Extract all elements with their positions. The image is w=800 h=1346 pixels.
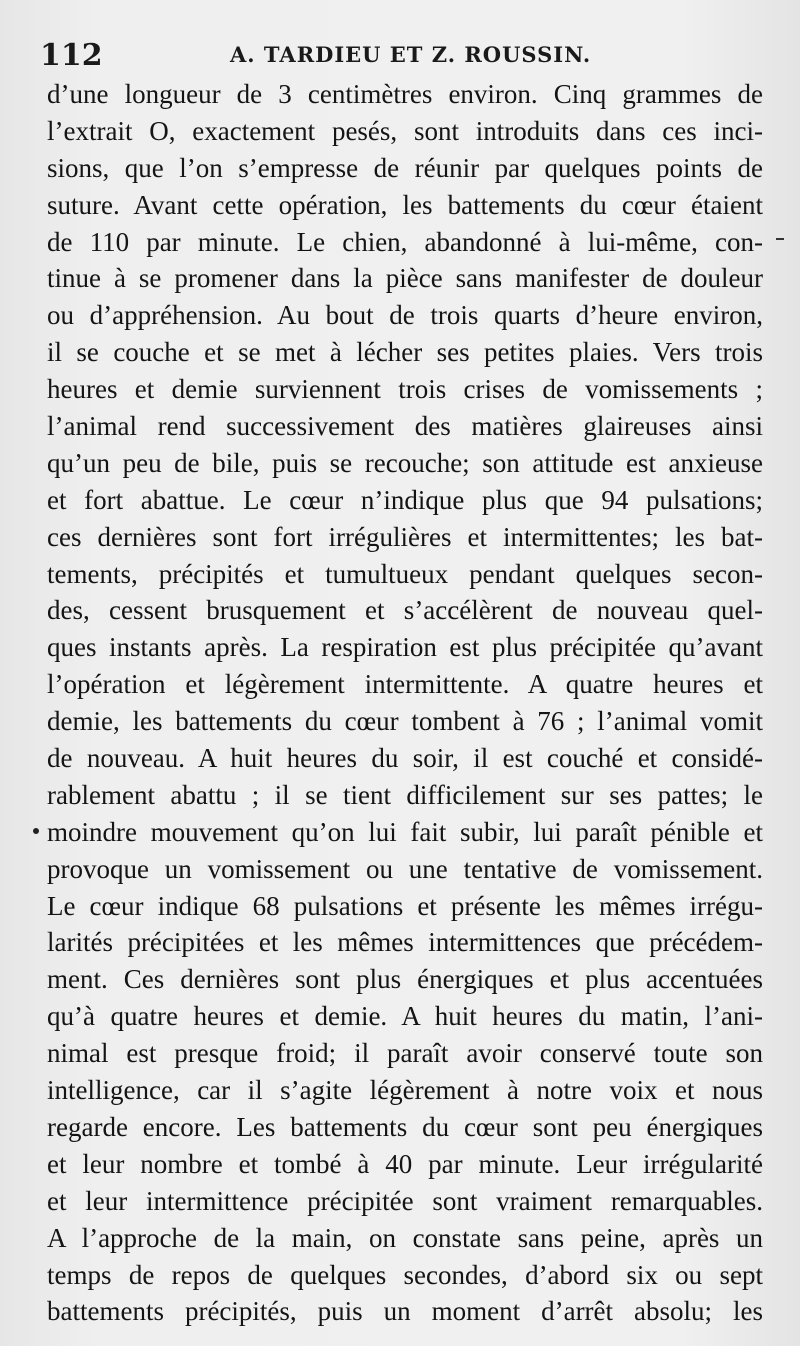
text-line: ment. Ces dernières sont plus énergiques et plus accentuées bbox=[47, 964, 763, 995]
text-line: et fort abattue. Le cœur n’indique plus que 94 pulsations; bbox=[47, 484, 763, 515]
text-line: de 110 par minute. Le chien, abandonné à lui-même, con- bbox=[47, 226, 763, 257]
running-head: A. TARDIEU ET Z. ROUSSIN. bbox=[230, 42, 592, 67]
text-line: battements précipités, puis un moment d’arrêt absolu; les bbox=[47, 1296, 763, 1327]
text-line: et leur nombre et tombé à 40 par minute. Leur irrégularité bbox=[47, 1148, 763, 1179]
text-line: provoque un vomissement ou une tentative de vomissement. bbox=[47, 853, 763, 884]
margin-dot bbox=[33, 828, 39, 834]
text-line: qu’un peu de bile, puis se recouche; son attitude est anxieuse bbox=[47, 447, 763, 478]
body-text bbox=[47, 76, 763, 1330]
text-line: suture. Avant cette opération, les battements du cœur étaient bbox=[47, 189, 763, 220]
text-line: ces dernières sont fort irrégulières et intermittentes; les bat- bbox=[47, 521, 763, 552]
text-line: l’opération et légèrement intermittente. A quatre heures et bbox=[47, 669, 763, 700]
text-line: et leur intermittence précipitée sont vraiment remarquables. bbox=[47, 1185, 763, 1216]
text-line: l’animal rend successivement des matières glaireuses ainsi bbox=[47, 411, 763, 442]
text-line: l’extrait O, exactement pesés, sont introduits dans ces inci- bbox=[47, 115, 763, 146]
text-line: demie, les battements du cœur tombent à 76 ; l’animal vomit bbox=[47, 706, 763, 737]
text-line: heures et demie surviennent trois crises de vomissements ; bbox=[47, 374, 763, 405]
edge-mark bbox=[776, 238, 784, 240]
text-line: Le cœur indique 68 pulsations et présente les mêmes irrégu- bbox=[47, 890, 763, 921]
text-line: larités précipitées et les mêmes intermittences que précédem- bbox=[47, 927, 763, 958]
text-line: rablement abattu ; il se tient difficilement sur ses pattes; le bbox=[47, 779, 763, 810]
text-line: qu’à quatre heures et demie. A huit heures du matin, l’ani- bbox=[47, 1001, 763, 1032]
text-line: tements, précipités et tumultueux pendant quelques secon- bbox=[47, 558, 763, 589]
text-line: d’une longueur de 3 centimètres environ. Cinq grammes de bbox=[47, 79, 763, 109]
text-line: nimal est presque froid; il paraît avoir conservé toute son bbox=[47, 1038, 763, 1069]
text-line: intelligence, car il s’agite légèrement à notre voix et nous bbox=[47, 1075, 763, 1106]
text-line: A l’approche de la main, on constate sans peine, après un bbox=[47, 1222, 763, 1253]
text-line: tinue à se promener dans la pièce sans manifester de douleur bbox=[47, 263, 763, 294]
text-line: regarde encore. Les battements du cœur sont peu énergiques bbox=[47, 1111, 763, 1142]
text-line: de nouveau. A huit heures du soir, il est couché et considé- bbox=[47, 743, 763, 774]
text-line: ques instants après. La respiration est plus précipitée qu’avant bbox=[47, 632, 763, 663]
text-line: il se couche et se met à lécher ses petites plaies. Vers trois bbox=[47, 337, 763, 368]
page-number: 112 bbox=[40, 38, 103, 73]
text-line: ou d’appréhension. Au bout de trois quarts d’heure environ, bbox=[47, 300, 763, 331]
text-line: sions, que l’on s’empresse de réunir par quelques points de bbox=[47, 152, 763, 183]
text-line: moindre mouvement qu’on lui fait subir, lui paraît pénible et bbox=[47, 816, 763, 847]
text-line: temps de repos de quelques secondes, d’abord six ou sept bbox=[47, 1259, 763, 1290]
text-line: des, cessent brusquement et s’accélèrent de nouveau quel- bbox=[47, 595, 763, 626]
